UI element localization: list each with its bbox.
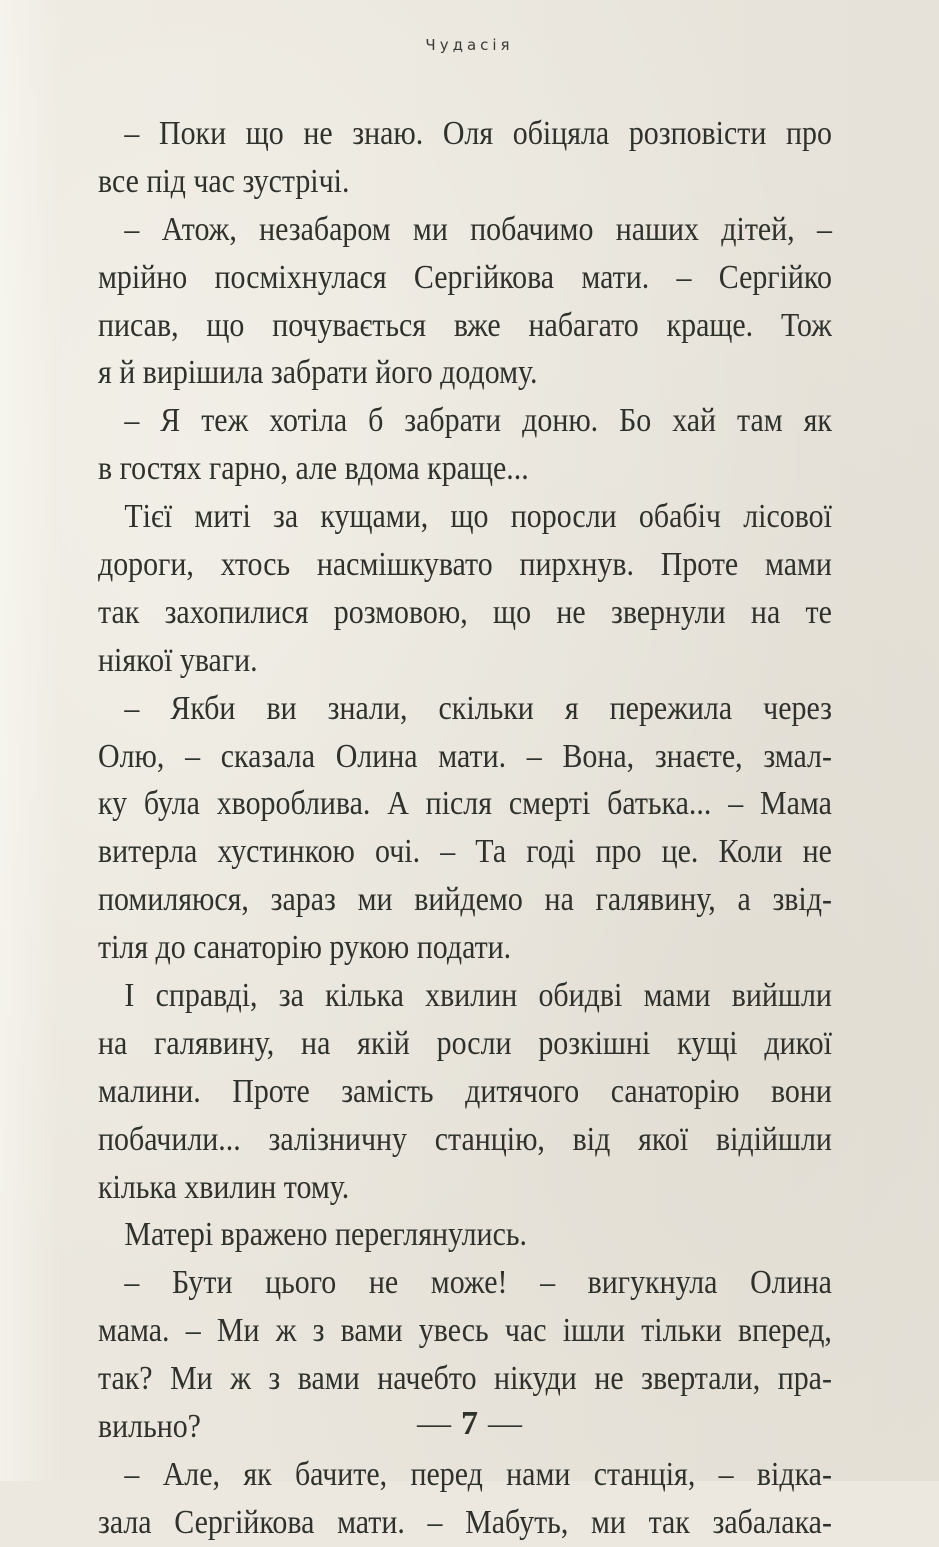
running-header-title: Чудасія	[425, 36, 514, 54]
text-line: ніякої уваги.	[98, 641, 258, 679]
text-line: писав, що почувається вже набагато краще. Тож	[98, 306, 832, 344]
text-line: – Я теж хотіла б забрати доню. Бо хай там як	[124, 402, 832, 440]
text-line: все під час зустрічі.	[98, 162, 350, 200]
text-line: я й вирішила забрати його додому.	[98, 354, 538, 392]
text-line: ку була хвороблива. А після смерті батька... – Мама	[98, 785, 832, 823]
text-line: мрійно посміхнулася Сергійкова мати. – Сергійко	[98, 258, 832, 296]
text-line: І справді, за кілька хвилин обидві мами вийшли	[124, 977, 832, 1015]
text-line: Олю, – сказала Олина мати. – Вона, знаєте, змал-	[98, 737, 832, 775]
text-line: – Якби ви знали, скільки я пережила через	[124, 689, 832, 727]
text-line: мама. – Ми ж з вами увесь час ішли тільки вперед,	[98, 1312, 832, 1350]
page-number-dash-left: —	[417, 1405, 451, 1442]
text-line: витерла хустинкою очі. – Та годі про це. Коли не	[98, 833, 832, 871]
page-number-dash-right: —	[488, 1405, 522, 1442]
text-line: так захопилися розмовою, що не звернули на те	[98, 593, 832, 631]
text-line: помиляюся, зараз ми вийдемо на галявину, а звід-	[98, 881, 832, 919]
text-line: в гостях гарно, але вдома краще...	[98, 450, 529, 488]
text-line: на галявину, на якій росли розкішні кущі дикої	[98, 1024, 832, 1062]
text-line: Тієї миті за кущами, що поросли обабіч лісової	[124, 498, 832, 536]
body-text	[98, 110, 832, 1547]
text-line: кілька хвилин тому.	[98, 1168, 350, 1206]
text-line: – Поки що не знаю. Оля обіцяла розповісти про	[124, 115, 832, 152]
text-line: вильно?	[98, 1408, 201, 1446]
page-number	[0, 1405, 939, 1443]
text-line: Матері вражено переглянулись.	[124, 1216, 527, 1254]
text-line: зала Сергійкова мати. – Мабуть, ми так забалака-	[98, 1503, 832, 1541]
text-line: побачили... залізничну станцію, від якої відійшли	[98, 1120, 832, 1158]
text-line: так? Ми ж з вами начебто нікуди не звертали, пра-	[98, 1360, 832, 1398]
text-line: – Атож, незабаром ми побачимо наших дітей, –	[124, 210, 832, 248]
text-line: – Але, як бачите, перед нами станція, – відка-	[124, 1455, 832, 1493]
text-line: дороги, хтось насмішкувато пирхнув. Проте мами	[98, 546, 832, 584]
text-line: малини. Проте замість дитячого санаторію вони	[98, 1072, 832, 1110]
page-number-value: 7	[461, 1405, 478, 1442]
text-line: – Бути цього не може! – вигукнула Олина	[124, 1264, 832, 1302]
text-line: тіля до санаторію рукою подати.	[98, 929, 512, 967]
